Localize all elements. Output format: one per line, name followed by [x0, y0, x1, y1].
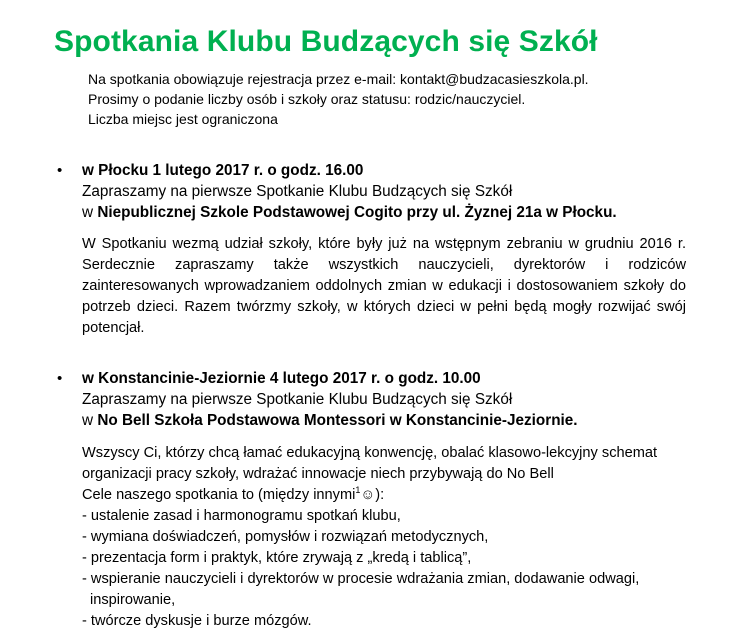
goal-item-continuation: inspirowanie,	[90, 592, 176, 608]
footnote-marker: 1	[355, 485, 361, 496]
event-konstancin	[57, 368, 686, 632]
event-venue-line	[82, 202, 686, 223]
details-line: Wszyscy Ci, którzy chcą łamać edukacyjną konwencję, obalać klasowo-lekcyjny schemat	[82, 445, 658, 461]
event-details	[82, 443, 686, 632]
venue-prefix: w	[82, 412, 98, 429]
limited-seats-line: Liczba miejsc jest ograniczona	[88, 111, 278, 127]
registration-line: Na spotkania obowiązuje rejestracja przez e-mail: kontakt@budzacasieszkola.pl.	[88, 71, 589, 87]
smiley-icon: ☺	[360, 487, 376, 503]
event-heading: w Konstancinie-Jeziornie 4 lutego 2017 r. o godz. 10.00	[82, 370, 481, 387]
venue-prefix: w	[82, 204, 98, 221]
details-line: organizacji pracy szkoły, wdrażać innowacje niech przybywają do No Bell	[82, 466, 554, 482]
event-venue-line	[82, 410, 686, 431]
goal-item: - wspieranie nauczycieli i dyrektorów w procesie wdrażania zmian, dodawanie odwagi,	[82, 571, 640, 587]
goal-item: - twórcze dyskusje i burze mózgów.	[82, 613, 312, 629]
goal-item: - prezentacja form i praktyk, które zrywają z „kredą i tablicą”,	[82, 550, 472, 566]
bullet-icon: •	[57, 370, 63, 387]
registration-notice	[88, 69, 589, 129]
goal-item: - wymiana doświadczeń, pomysłów i rozwiązań metodycznych,	[82, 529, 489, 545]
goals-label: Cele naszego spotkania to (między innymi$^1$☺):	[82, 485, 385, 503]
headcount-line: Prosimy o podanie liczby osób i szkoły oraz statusu: rodzic/nauczyciel.	[88, 91, 526, 107]
document-title: Spotkania Klubu Budzących się Szkół	[54, 25, 598, 58]
event-venue: Niepublicznej Szkole Podstawowej Cogito przy ul. Żyznej 21a w Płocku.	[97, 204, 617, 221]
event-venue: No Bell Szkoła Podstawowa Montessori w Konstancinie-Jeziornie.	[97, 412, 578, 429]
event-plock	[57, 160, 686, 339]
event-heading: w Płocku 1 lutego 2017 r. o godz. 16.00	[82, 162, 364, 179]
goal-item: - ustalenie zasad i harmonogramu spotkań klubu,	[82, 508, 401, 524]
bullet-icon: •	[57, 162, 63, 179]
event-invite: Zapraszamy na pierwsze Spotkanie Klubu Budzących się Szkół	[82, 183, 513, 200]
event-invite: Zapraszamy na pierwsze Spotkanie Klubu Budzących się Szkół	[82, 391, 513, 408]
event-description: W Spotkaniu wezmą udział szkoły, które były już na wstępnym zebraniu w grudniu 2016 r. Serdecznie zapraszamy także wszystkich nauczycieli, dyrektorów i rodziców zainteresowanych wprowadzaniem oddolnych zmian w edukacji i dostosowaniem szkoły do potrzeb dzieci. Razem twórzmy szkoły, w których dzieci w pełni będą mogły rozwijać swój potencjał.	[82, 236, 686, 336]
